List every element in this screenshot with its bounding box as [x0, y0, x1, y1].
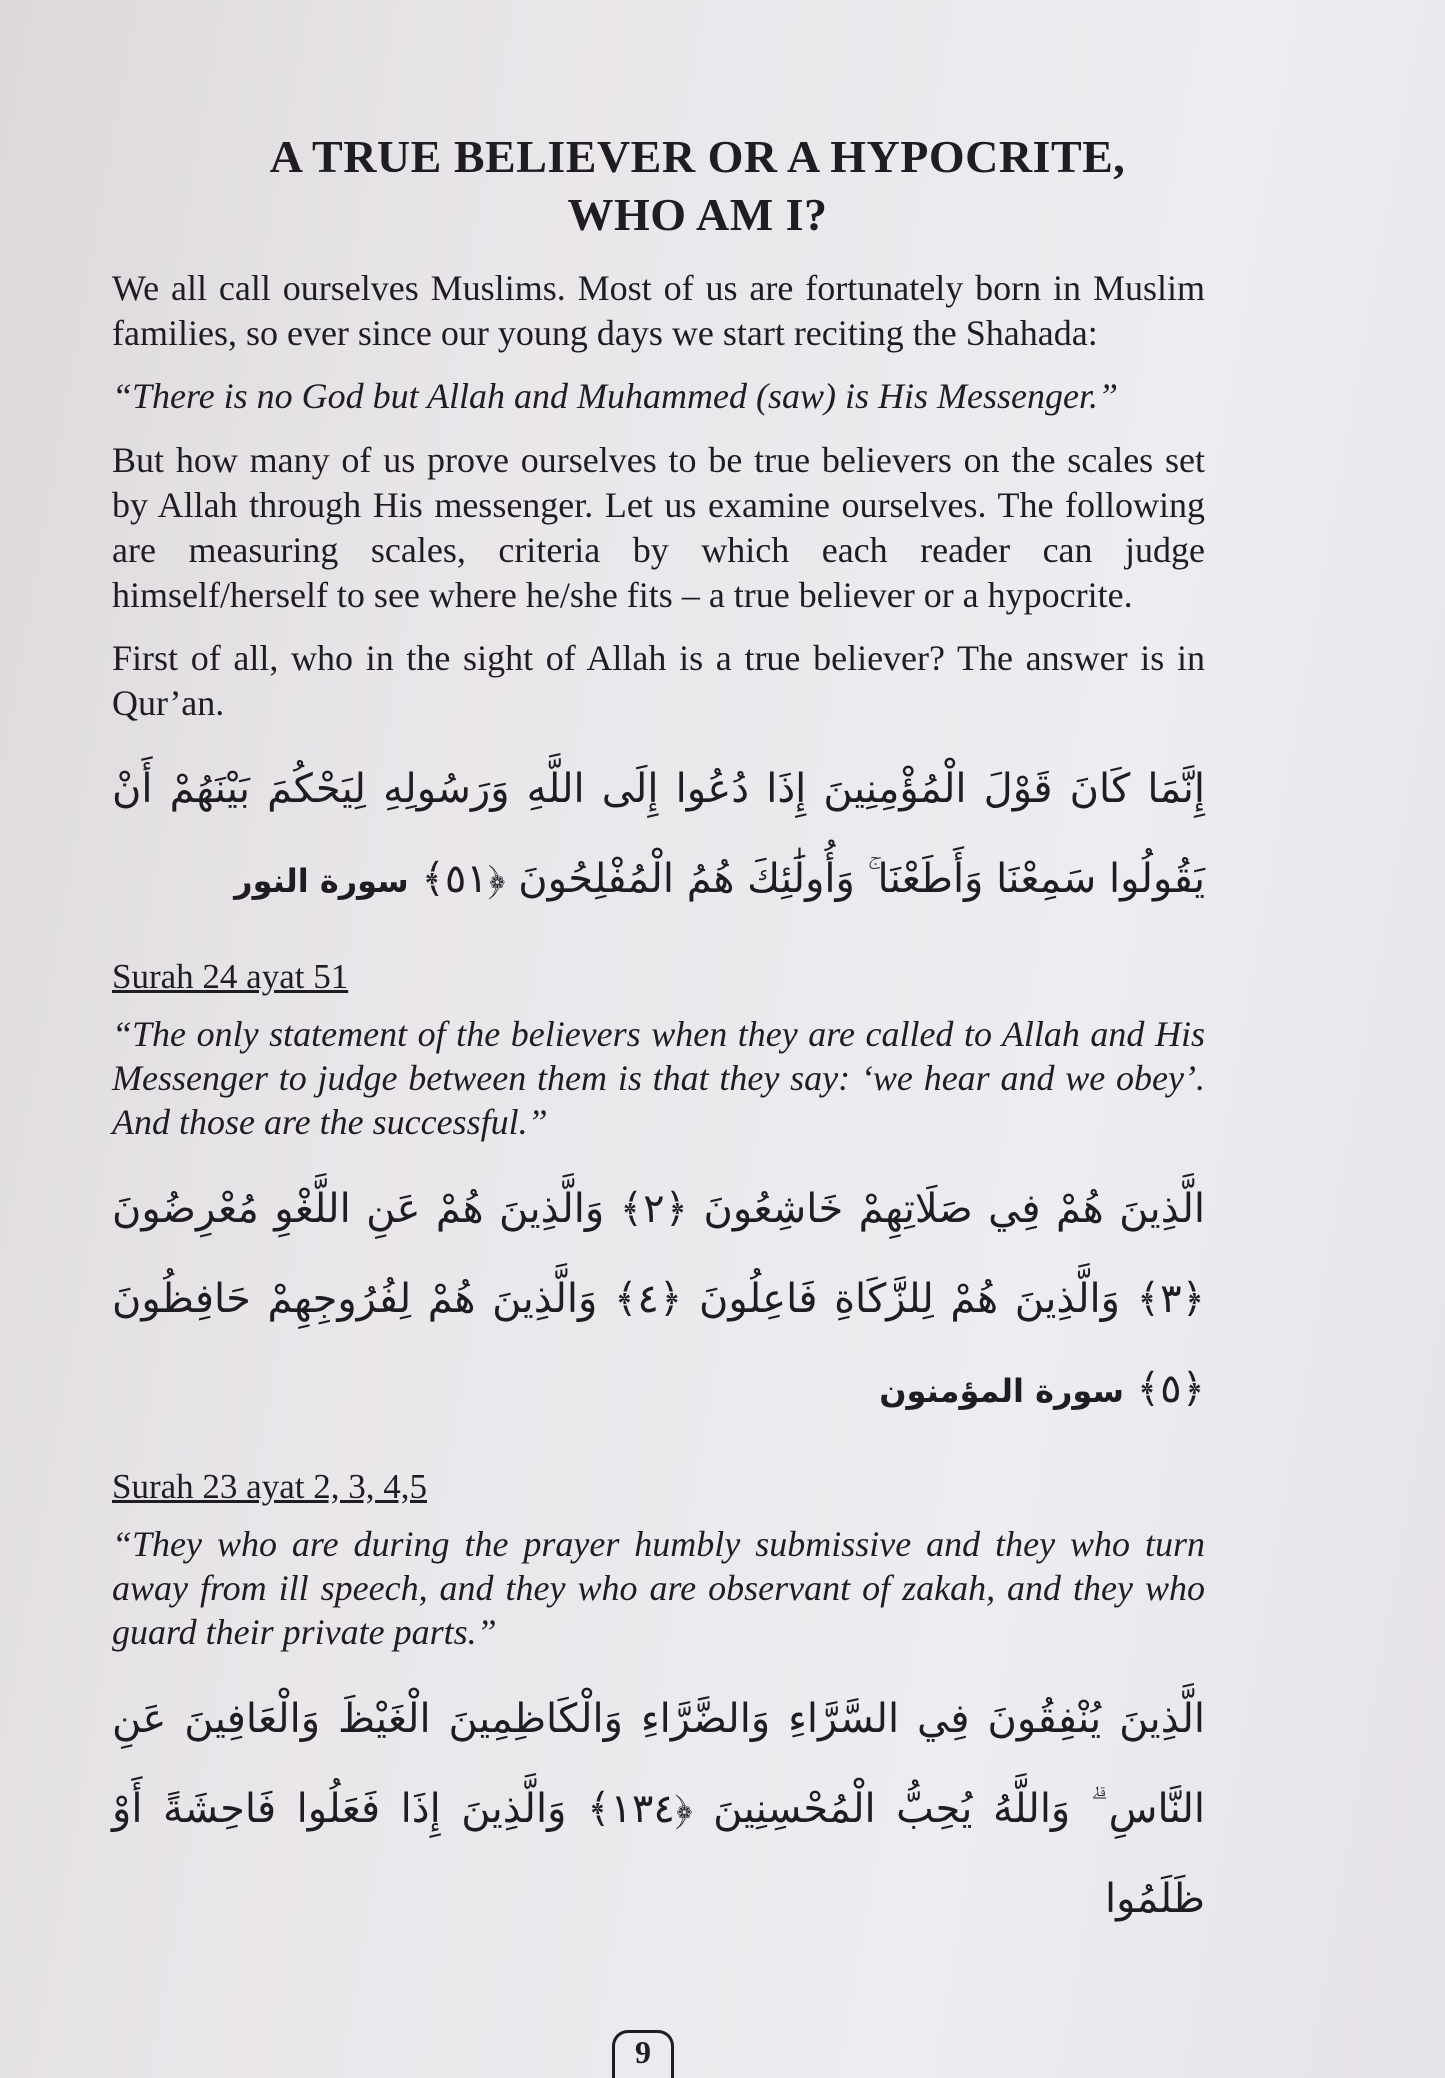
shahada-quote: “There is no God but Allah and Muhammed (saw) is His Messenger.”	[112, 376, 1118, 416]
title-line-2: WHO AM I?	[567, 189, 828, 240]
examine-paragraph: But how many of us prove ourselves to be true believers on the scales set by Allah through His messenger. Let us examine ourselves. The following are measuring scales, criteria by which each reader can judge himself/herself to see where he/she fits – a true believer or a hypocrite.	[112, 440, 1205, 615]
arabic-verse-text: الَّذِينَ هُمْ فِي صَلَاتِهِمْ خَاشِعُونَ ﴿٢﴾ وَالَّذِينَ هُمْ عَنِ اللَّغْوِ مُعْرِضُونَ ﴿٣﴾ وَالَّذِينَ هُمْ لِلزَّكَاةِ فَاعِلُونَ ﴿٤﴾ وَالَّذِينَ هُمْ لِفُرُوجِهِمْ حَافِظُونَ ﴿٥﴾	[112, 1186, 1205, 1412]
page-number	[612, 2030, 674, 2078]
reference-surah-24: Surah 24 ayat 51	[112, 957, 349, 996]
reference-surah-23: Surah 23 ayat 2, 3, 4,5	[112, 1467, 427, 1506]
arabic-verse-al-muminun	[112, 1164, 1205, 1436]
arabic-verse-text: الَّذِينَ يُنْفِقُونَ فِي السَّرَّاءِ وَالضَّرَّاءِ وَالْكَاظِمِينَ الْغَيْظَ وَالْعَافِينَ عَنِ النَّاسِ ۗ وَاللَّهُ يُحِبُّ الْمُحْسِنِينَ ﴿١٣٤﴾ وَالَّذِينَ إِذَا فَعَلُوا فَاحِشَةً أَوْ ظَلَمُوا	[112, 1696, 1205, 1922]
surah-name-al-muminun: سورة المؤمنون	[879, 1372, 1124, 1410]
arabic-verse-text: إِنَّمَا كَانَ قَوْلَ الْمُؤْمِنِينَ إِذَا دُعُوا إِلَى اللَّهِ وَرَسُولِهِ لِيَحْكُمَ بَيْنَهُمْ أَنْ يَقُولُوا سَمِعْنَا وَأَطَعْنَا ۚ وَأُولَٰئِكَ هُمُ الْمُفْلِحُونَ ﴿٥١﴾	[112, 766, 1205, 902]
arabic-verse-al-imran	[112, 1674, 1205, 1944]
title-line-1: A TRUE BELIEVER OR A HYPOCRITE,	[269, 131, 1126, 182]
translation-surah-23: “They who are during the prayer humbly submissive and they who turn away from ill speech, and they who are observant of zakah, and they who guard their private parts.”	[112, 1524, 1205, 1652]
page-title	[190, 128, 1205, 244]
first-question-paragraph: First of all, who in the sight of Allah is a true believer? The answer is in Qur’an.	[112, 638, 1205, 723]
translation-surah-24: “The only statement of the believers when they are called to Allah and His Messenger to judge between them is that they say: ‘we hear and we obey’. And those are the successful.”	[112, 1014, 1205, 1142]
arabic-verse-an-nur	[112, 744, 1205, 926]
surah-name-an-nur: سورة النور	[234, 862, 409, 900]
page-number-label: 9	[635, 2034, 651, 2070]
intro-paragraph: We all call ourselves Muslims. Most of us are fortunately born in Muslim families, so ever since our young days we start reciting the Shahada:	[112, 268, 1205, 353]
